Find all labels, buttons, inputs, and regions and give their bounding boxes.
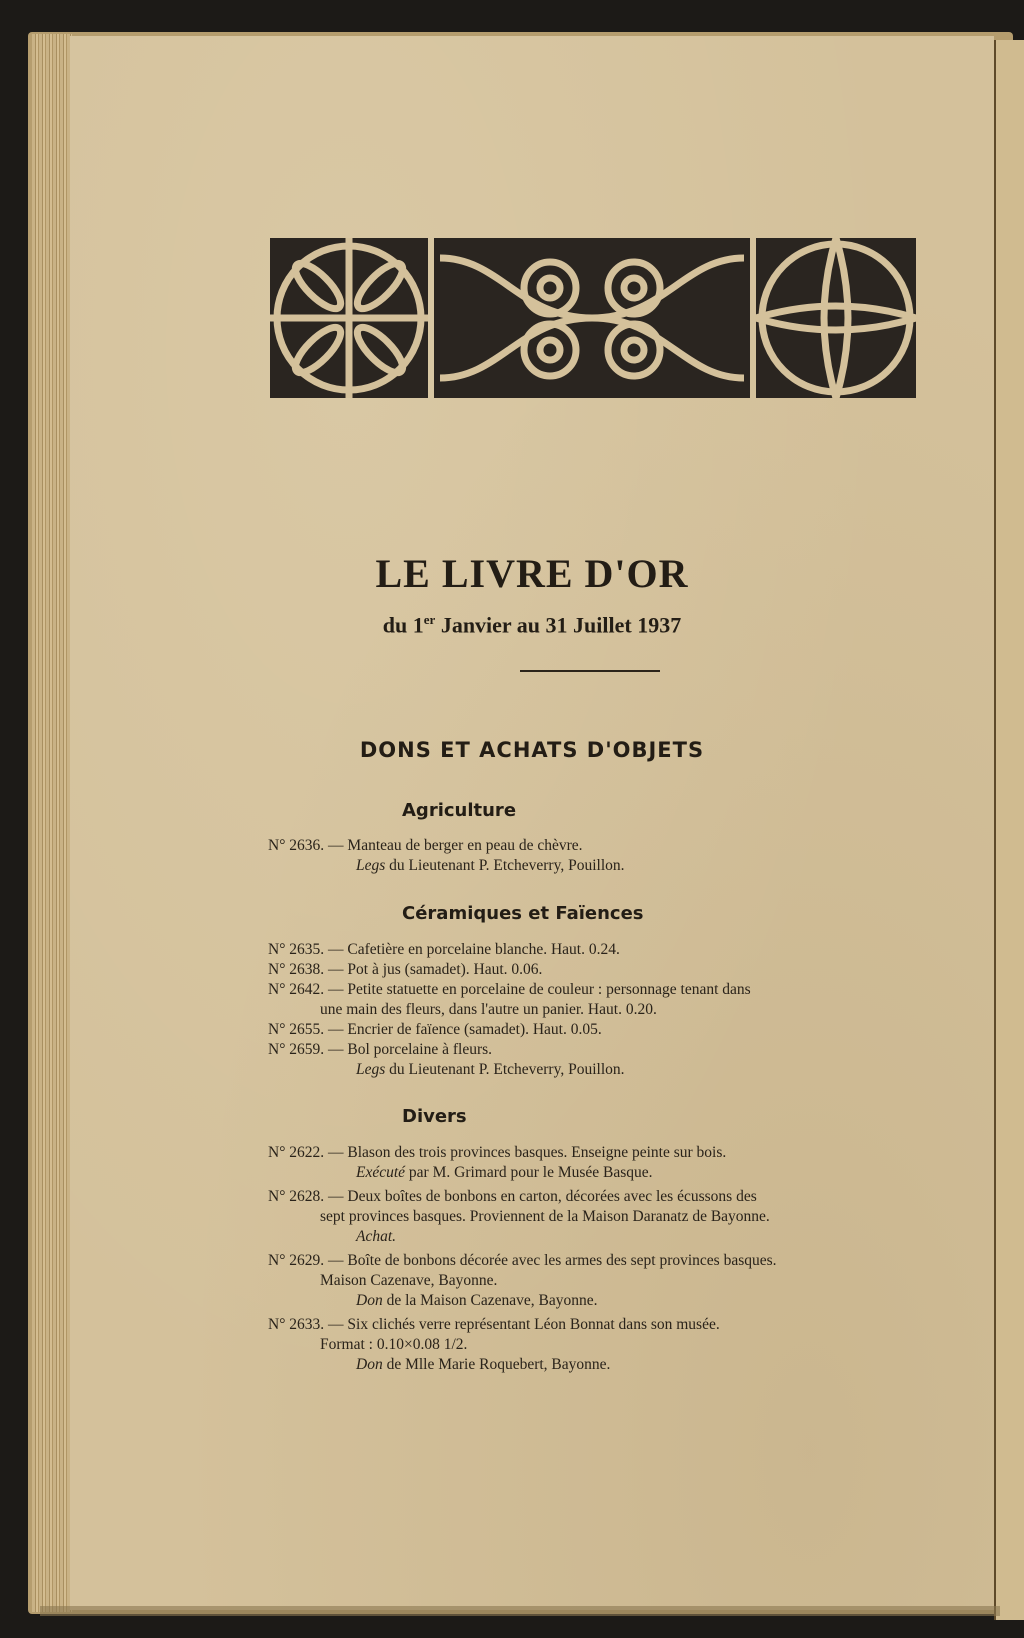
provenance-type: Achat. [356, 1228, 397, 1245]
entry-number: N° 2633. [268, 1316, 325, 1333]
entry-number: N° 2655. [268, 1021, 325, 1038]
entry-list [268, 1143, 918, 1375]
subtitle-text: du 1 [382, 612, 424, 638]
facing-page-edge [994, 40, 1024, 1620]
provenance-detail: de la Maison Cazenave, Bayonne. [382, 1292, 598, 1309]
catalog-entry [268, 1251, 918, 1311]
entry-description: — Manteau de berger en peau de chèvre. [328, 837, 583, 854]
catalog-entry [268, 980, 918, 1020]
entry-number: N° 2636. [268, 837, 325, 854]
entry-continuation: Maison Cazenave, Bayonne. [320, 1272, 498, 1289]
entry-number: N° 2638. [268, 961, 325, 978]
entry-description: — Pot à jus (samadet). Haut. 0.06. [328, 961, 543, 978]
entry-list [268, 940, 918, 1080]
entry-number: N° 2635. [268, 941, 325, 958]
catalog-entry [268, 1143, 918, 1183]
page-stack [32, 34, 72, 1612]
page-title: LE LIVRE D'OR [375, 551, 689, 596]
catalog-entry [268, 1187, 918, 1247]
entry-description: — Boîte de bonbons décorée avec les armes des sept provinces basques. [328, 1252, 777, 1269]
entry-number: N° 2642. [268, 981, 325, 998]
category-heading: Divers [402, 1106, 467, 1127]
provenance-type: Legs [356, 1061, 386, 1078]
entry-description: — Six clichés verre représentant Léon Bonnat dans son musée. [328, 1316, 720, 1333]
catalog-entry [268, 1315, 918, 1375]
provenance-type: Legs [356, 857, 386, 874]
provenance-type: Exécuté [356, 1164, 406, 1181]
category-heading: Céramiques et Faïences [402, 903, 644, 924]
divider [520, 670, 660, 672]
entry-number: N° 2628. [268, 1188, 325, 1205]
entry-description: — Encrier de faïence (samadet). Haut. 0.05. [328, 1021, 602, 1038]
entry-list [268, 836, 918, 876]
section-title: DONS ET ACHATS D'OBJETS [359, 738, 705, 762]
entry-description: — Deux boîtes de bonbons en carton, décorées avec les écussons des [328, 1188, 757, 1205]
provenance-detail: du Lieutenant P. Etcheverry, Pouillon. [385, 1061, 625, 1078]
entry-number: N° 2622. [268, 1144, 325, 1161]
catalog-entry [268, 1040, 918, 1080]
page-subtitle [70, 612, 994, 638]
subtitle-superscript: er [423, 612, 436, 627]
provenance-detail: de Mlle Marie Roquebert, Bayonne. [382, 1356, 611, 1373]
provenance-type: Don [356, 1292, 383, 1309]
entry-continuation: sept provinces basques. Proviennent de la Maison Daranatz de Bayonne. [320, 1208, 770, 1225]
entry-description: — Bol porcelaine à fleurs. [328, 1041, 493, 1058]
provenance-detail: par M. Grimard pour le Musée Basque. [405, 1164, 653, 1181]
entry-description: — Cafetière en porcelaine blanche. Haut. 0.24. [328, 941, 620, 958]
provenance-detail: du Lieutenant P. Etcheverry, Pouillon. [385, 857, 625, 874]
provenance-type: Don [356, 1356, 383, 1373]
category-heading: Agriculture [402, 800, 517, 821]
subtitle-date-range: Janvier au 31 Juillet 1937 [435, 612, 682, 638]
entry-continuation: Format : 0.10×0.08 1/2. [320, 1336, 468, 1353]
entry-number: N° 2659. [268, 1041, 325, 1058]
entry-description: — Petite statuette en porcelaine de couleur : personnage tenant dans [328, 981, 751, 998]
catalog-entry [268, 836, 918, 876]
entry-continuation: une main des fleurs, dans l'autre un panier. Haut. 0.20. [320, 1001, 657, 1018]
page-shadow [40, 1606, 1000, 1616]
catalog-entry [268, 1020, 918, 1040]
entry-number: N° 2629. [268, 1252, 325, 1269]
catalog-entry [268, 960, 918, 980]
decorative-frieze-icon [270, 238, 916, 398]
catalog-entry [268, 940, 918, 960]
entry-description: — Blason des trois provinces basques. Enseigne peinte sur bois. [328, 1144, 727, 1161]
